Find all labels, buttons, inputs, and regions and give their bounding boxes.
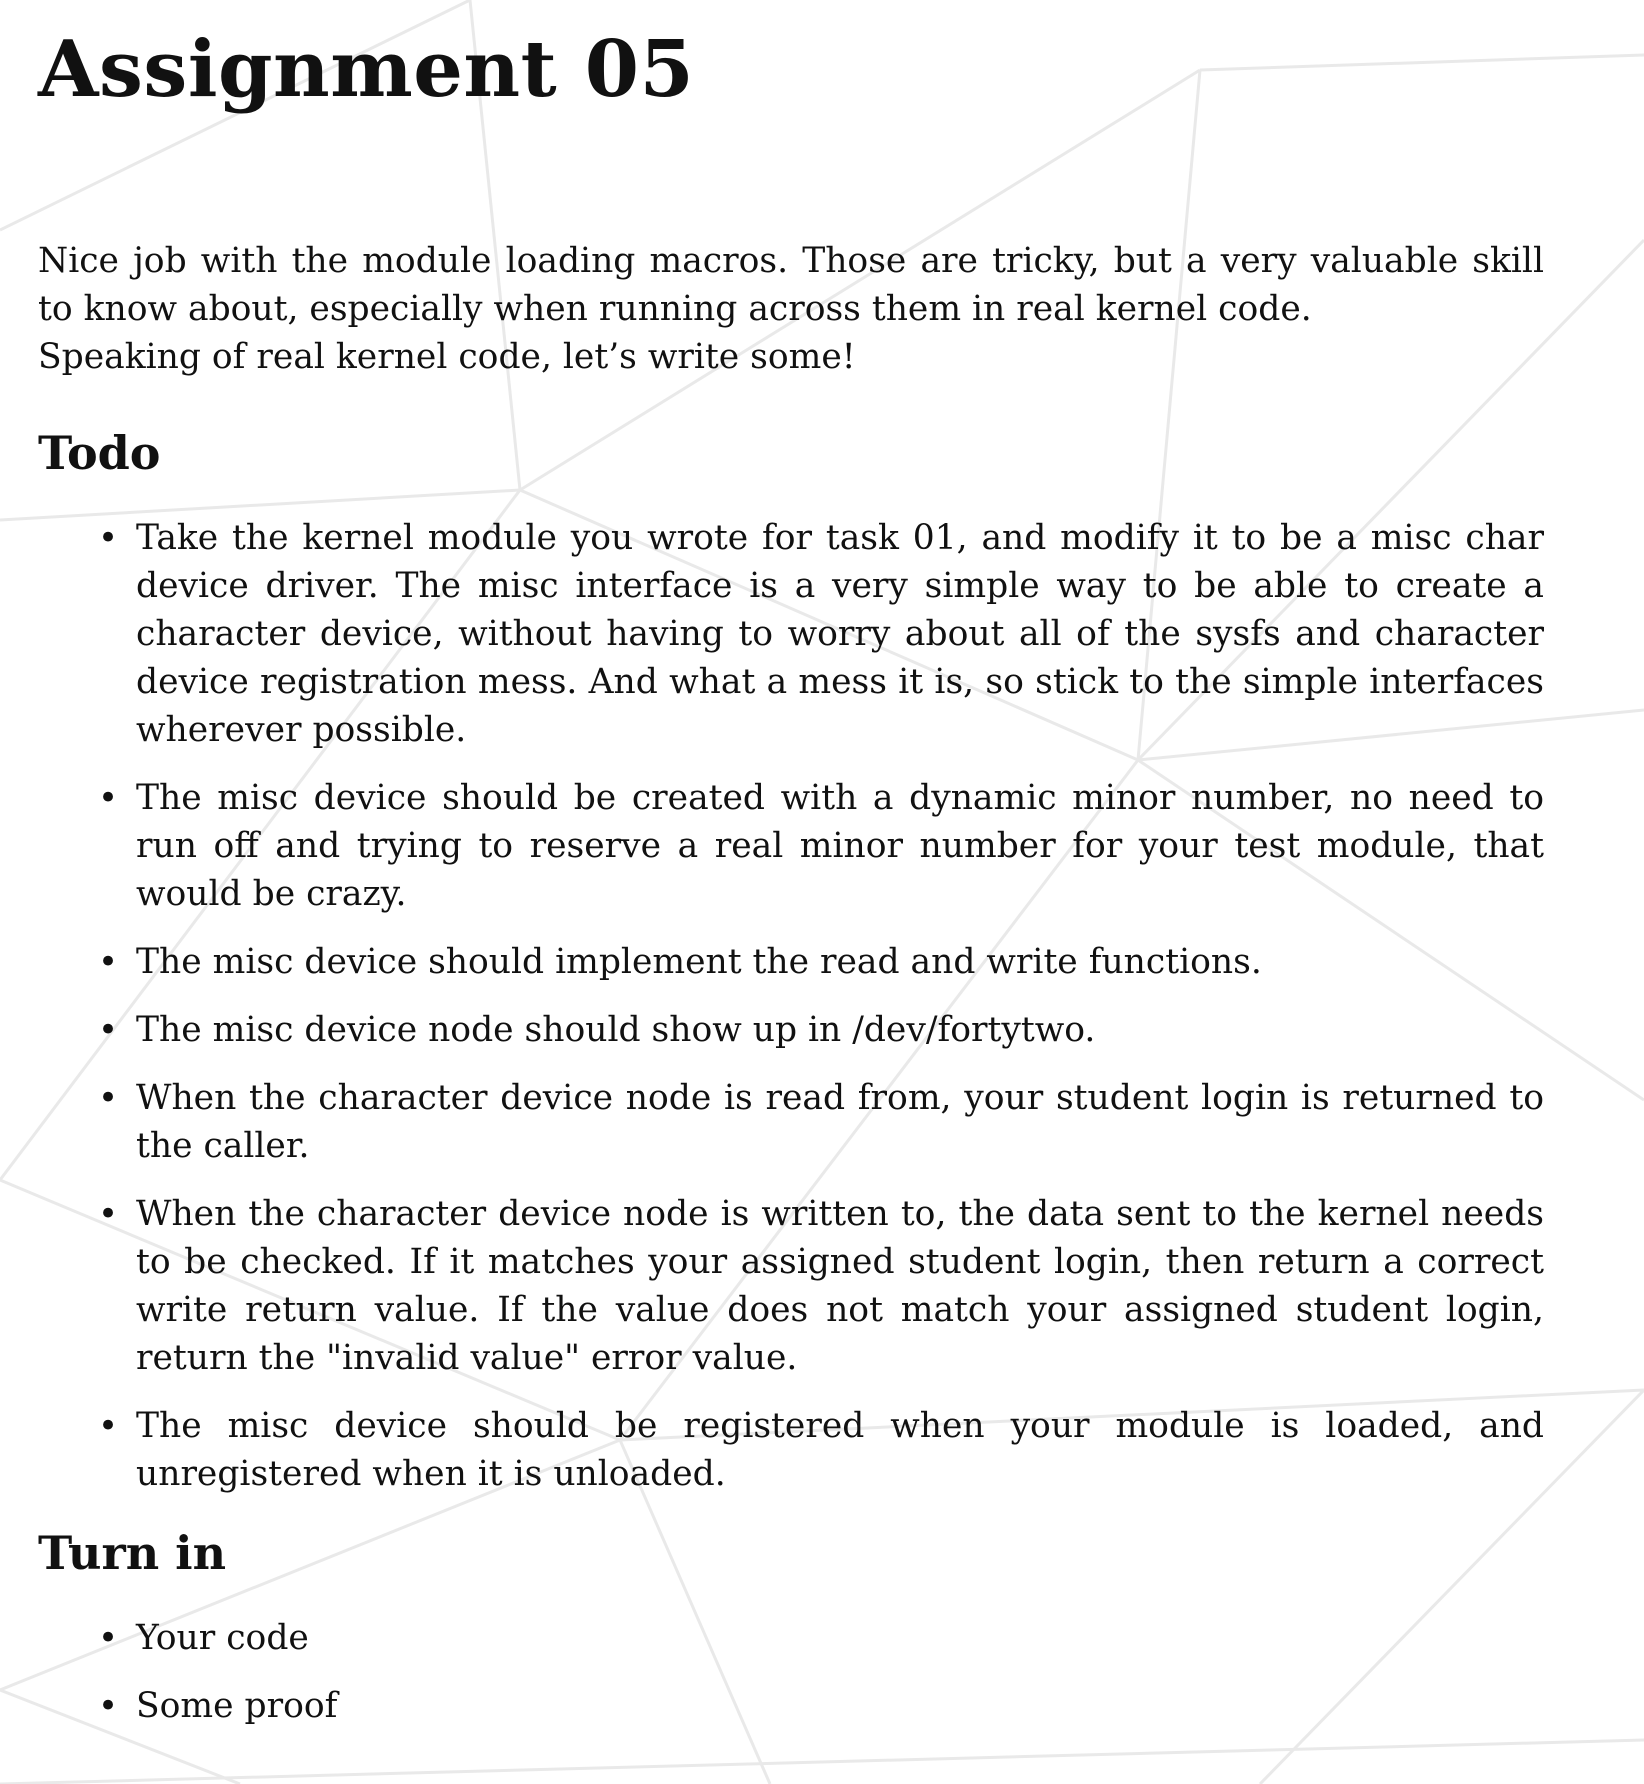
turn-in-heading: Turn in	[38, 1526, 227, 1580]
todo-item-text: The misc device should be registered when your module is loaded, and unregistered when it is unloaded.	[136, 1406, 1544, 1494]
intro-section	[38, 237, 1544, 381]
bullet-icon: •	[98, 518, 119, 558]
document-title: Assignment 05	[38, 24, 695, 115]
todo-item-text: Take the kernel module you wrote for task 01, and modify it to be a misc char device driver. The misc interface is a very simple way to be able to create a character device, without having to worry about all of the sysfs and character device registration mess. And what a mess it is, so stick to the simple interfaces wherever possible.	[136, 518, 1544, 750]
bullet-icon: •	[98, 1078, 119, 1118]
todo-item-text: The misc device should be created with a dynamic minor number, no need to run off and trying to reserve a real minor number for your test module, that would be crazy.	[136, 778, 1544, 914]
todo-item-text: When the character device node is read from, your student login is returned to the caller.	[136, 1078, 1544, 1166]
bullet-icon: •	[98, 942, 119, 982]
todo-item	[98, 938, 1544, 986]
bullet-icon: •	[98, 1406, 119, 1446]
turn-in-item-text: Some proof	[136, 1686, 338, 1726]
bullet-icon: •	[98, 1618, 119, 1658]
todo-item	[98, 1006, 1544, 1054]
todo-item	[98, 1402, 1544, 1498]
todo-item	[98, 1190, 1544, 1382]
bullet-icon: •	[98, 1686, 119, 1726]
intro-paragraph: Speaking of real kernel code, let’s write some!	[38, 337, 856, 377]
bullet-icon: •	[98, 778, 119, 818]
turn-in-item	[98, 1682, 1544, 1730]
todo-item	[98, 514, 1544, 754]
bullet-icon: •	[98, 1010, 119, 1050]
turn-in-list	[98, 1614, 1544, 1750]
todo-item	[98, 1074, 1544, 1170]
todo-list	[98, 514, 1544, 1518]
todo-heading: Todo	[38, 426, 161, 480]
turn-in-item	[98, 1614, 1544, 1662]
todo-item-text: When the character device node is written to, the data sent to the kernel needs to be checked. If it matches your assigned student login, then return a correct write return value. If the value does not match your assigned student login, return the "invalid value" error value.	[136, 1194, 1544, 1378]
todo-item-text: The misc device node should show up in /dev/fortytwo.	[136, 1010, 1096, 1050]
todo-item	[98, 774, 1544, 918]
turn-in-item-text: Your code	[136, 1618, 309, 1658]
todo-item-text: The misc device should implement the read and write functions.	[136, 942, 1262, 982]
intro-paragraph: Nice job with the module loading macros. Those are tricky, but a very valuable skill to know about, especially when running across them in real kernel code.	[38, 241, 1544, 329]
bullet-icon: •	[98, 1194, 119, 1234]
